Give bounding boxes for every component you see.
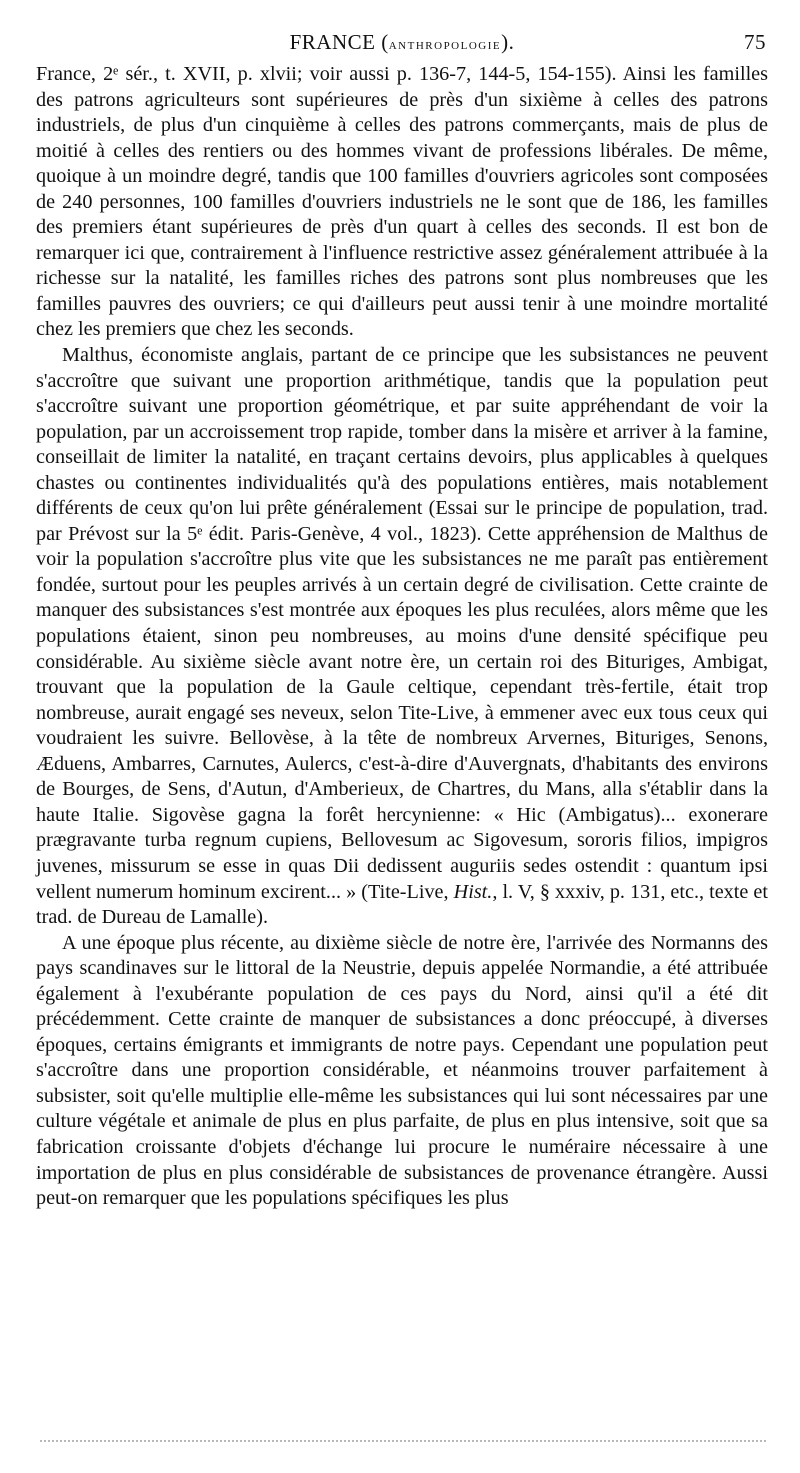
paragraph-normanns: A une époque plus récente, au dixième siècle de notre ère, l'arrivée des Normanns des pays scandinaves sur le littoral de la Neustrie, depuis appelée Normandie, a été attribuée également à l'exubérante population de ces pays du Nord, ainsi qu'il a été dit précédemment. Cette crainte de manquer de subsistances a donc préoccupé, à diverses époques, certains émigrants et immigrants de notre pays. Cependant une population peut s'accroître dans une proportion considérable, et néanmoins trouver parfaitement à subsister, soit qu'elle multiplie elle-même les subsistances qui lui sont nécessaires par une culture végétale et animale de plus en plus parfaite, de plus en plus intensive, soit que sa fabrication croissante d'objets d'échange lui procure le numéraire nécessaire à une importation de plus en plus considérable de subsistances de provenance étrangère. Aussi peut-on remarquer que les populations spécifiques les plus xyxy=(36,931,768,1210)
paragraph-continuation: France, 2ᵉ sér., t. XVII, p. xlvii; voir aussi p. 136-7, 144-5, 154-155). Ainsi les familles des patrons agriculteurs sont supérieures de près d'un sixième à celles des patrons industriels, de plus d'un cinquième à celles des patrons commerçants, mais de plus de moitié à celles des rentiers ou des hommes vivant de professions libérales. De même, quoique à un moindre degré, tandis que 100 familles d'ouvriers agricoles sont composées de 240 personnes, 100 familles d'ouvriers industriels ne le sont que de 186, les familles des premiers étant supérieures de près d'un quart à celles des seconds. Il est bon de remarquer ici que, contrairement à l'influence restrictive assez généralement attribuée à la richesse sur la natalité, les familles riches des patrons sont plus nombreuses que les familles pauvres des ouvriers; ce qui d'ailleurs peut aussi tenir à une moindre mortalité chez les premiers que chez les seconds. xyxy=(36,63,768,341)
body-text xyxy=(36,62,768,1212)
citation-italic: Hist. xyxy=(453,880,493,903)
running-title xyxy=(36,30,768,55)
paragraph-malthus-text-end: , l. V, § xxxiv, p. 131, etc., texte et trad. de Dureau de Lamalle). xyxy=(36,880,768,929)
paragraph-malthus xyxy=(36,343,768,931)
paragraph-malthus-text: Malthus, économiste anglais, partant de ce principe que les subsistances ne peuvent s'accroître que suivant une proportion arithmétique, tandis que la population peut s'accroître suivant une proportion géométrique, et par suite appréhendant de voir la population, par un accroissement trop rapide, tomber dans la misère et arriver à la famine, conseillait de limiter la natalité, en traçant certains devoirs, plus applicables à quelques chastes ou continentes individualités qu'à des populations entières, mais notablement différents de ceux qu'on lui prête généralement (Essai sur le principe de population, trad. par Prévost sur la 5ᵉ édit. Paris-Genève, 4 vol., 1823). Cette appréhension de Malthus de voir la population s'accroître plus vite que les subsistances ne me paraît pas entièrement fondée, surtout pour les peuples arrivés à un certain degré de civilisation. Cette crainte de manquer des subsistances s'est montrée aux époques les plus reculées, alors même que les populations étaient, sinon peu nombreuses, au moins d'une densité spécifique peu considérable. Au sixième siècle avant notre ère, un certain roi des Bituriges, Ambigat, trouvant que la population de la Gaule celtique, cependant très-fertile, était trop nombreuse, aurait engagé ses neveux, selon Tite-Live, à emmener avec eux tous ceux qui voudraient les suivre. Bellovèse, à la tête de nombreux Arvernes, Bituriges, Senons, Æduens, Ambarres, Carnutes, Aulercs, c'est-à-dire d'Auvergnats, d'habitants des environs de Bourges, de Sens, d'Autun, d'Amberieux, de Chartres, du Mans, alla s'établir dans la haute Italie. Sigovèse gagna la forêt hercynienne: « Hic (Ambigatus)... exonerare prægravante turba regnum cupiens, Bellovesum ac Sigovesum, sororis filios, impigros juvenes, missurum se esse in quas Dii dedissent auguriis sedes ostendit : quantum ipsi vellent numerum hominum excirent... » (Tite-Live, xyxy=(36,344,768,903)
page-number: 75 xyxy=(744,30,766,54)
document-page xyxy=(36,30,768,1212)
running-title-end: ). xyxy=(501,30,515,54)
running-header xyxy=(36,30,768,62)
running-title-smallcaps: anthropologie xyxy=(388,36,502,53)
bottom-divider xyxy=(40,1440,766,1442)
running-title-main: FRANCE ( xyxy=(289,30,389,54)
